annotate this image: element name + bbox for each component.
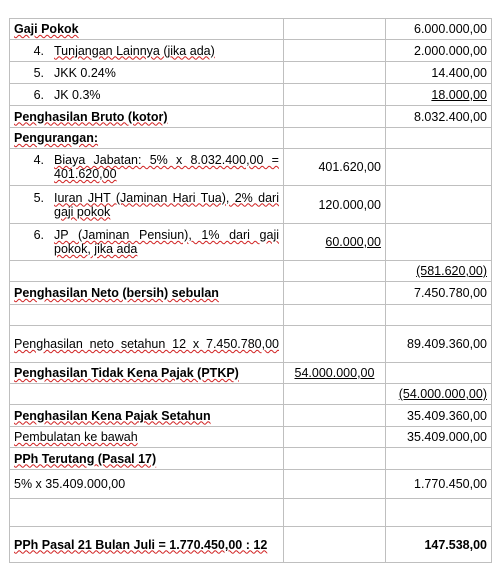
row-col2 (284, 19, 386, 40)
row-col3: 7.450.780,00 (386, 282, 492, 305)
row-label: Penghasilan Kena Pajak Setahun (10, 405, 284, 427)
row-col2 (284, 128, 386, 149)
row-label (10, 261, 284, 282)
row-col3: 2.000.000,00 (386, 40, 492, 62)
table-row (10, 224, 492, 261)
row-col2 (284, 261, 386, 282)
row-label: 4. Biaya Jabatan: 5% x 8.032.400,00 = 401.620,00 (10, 149, 284, 186)
row-label (10, 305, 284, 326)
table-row (10, 470, 492, 499)
row-label: 6. JK 0.3% (10, 84, 284, 106)
row-col2 (284, 106, 386, 128)
row-label: Penghasilan neto setahun 12 x 7.450.780,00 (10, 326, 284, 363)
table-row (10, 527, 492, 563)
row-label: Penghasilan Bruto (kotor) (10, 106, 284, 128)
table-row (10, 128, 492, 149)
row-col3: (54.000.000,00) (386, 384, 492, 405)
row-col2 (284, 282, 386, 305)
table-row (10, 186, 492, 224)
row-label: 5. JKK 0.24% (10, 62, 284, 84)
row-col3 (386, 149, 492, 186)
row-label: 5. Iuran JHT (Jaminan Hari Tua), 2% dari gaji pokok (10, 186, 284, 224)
table-row (10, 261, 492, 282)
row-col3: 35.409.000,00 (386, 427, 492, 448)
table-row (10, 40, 492, 62)
table-row (10, 499, 492, 527)
table-row (10, 405, 492, 427)
table-row (10, 106, 492, 128)
row-col2 (284, 470, 386, 499)
table-row (10, 326, 492, 363)
row-col2 (284, 305, 386, 326)
row-label: 4. Tunjangan Lainnya (jika ada) (10, 40, 284, 62)
row-col2 (284, 40, 386, 62)
table-row (10, 448, 492, 470)
row-col3: (581.620,00) (386, 261, 492, 282)
row-col2 (284, 527, 386, 563)
row-col2 (284, 448, 386, 470)
row-label (10, 384, 284, 405)
row-label: PPh Pasal 21 Bulan Juli = 1.770.450,00 : 12 (10, 527, 284, 563)
row-label: 5% x 35.409.000,00 (10, 470, 284, 499)
row-label: Penghasilan Neto (bersih) sebulan (10, 282, 284, 305)
table-row (10, 363, 492, 384)
row-label: 6. JP (Jaminan Pensiun), 1% dari gaji pokok, jika ada (10, 224, 284, 261)
row-col2 (284, 84, 386, 106)
row-col2: 401.620,00 (284, 149, 386, 186)
row-col3 (386, 305, 492, 326)
row-col3 (386, 224, 492, 261)
row-label: Pembulatan ke bawah (10, 427, 284, 448)
row-label: Penghasilan Tidak Kena Pajak (PTKP) (10, 363, 284, 384)
row-label: Gaji Pokok (10, 19, 284, 40)
row-col3: 18.000,00 (386, 84, 492, 106)
row-col3 (386, 363, 492, 384)
row-label (10, 499, 284, 527)
row-col2 (284, 499, 386, 527)
row-col2 (284, 405, 386, 427)
tax-calculation-table (9, 18, 492, 563)
row-col3 (386, 128, 492, 149)
table-row (10, 427, 492, 448)
row-col3: 147.538,00 (386, 527, 492, 563)
table-row (10, 305, 492, 326)
row-col2 (284, 326, 386, 363)
row-col2 (284, 427, 386, 448)
row-col3 (386, 448, 492, 470)
row-col2: 54.000.000,00 (284, 363, 386, 384)
row-col3: 14.400,00 (386, 62, 492, 84)
row-col3: 1.770.450,00 (386, 470, 492, 499)
table-row (10, 62, 492, 84)
row-col2: 60.000,00 (284, 224, 386, 261)
row-col2 (284, 384, 386, 405)
row-col3 (386, 499, 492, 527)
row-label: Pengurangan: (10, 128, 284, 149)
table-row (10, 384, 492, 405)
row-label: PPh Terutang (Pasal 17) (10, 448, 284, 470)
table-row (10, 84, 492, 106)
row-col3: 89.409.360,00 (386, 326, 492, 363)
row-col2 (284, 62, 386, 84)
row-col3 (386, 186, 492, 224)
table-row (10, 282, 492, 305)
table-row (10, 149, 492, 186)
table-row (10, 19, 492, 40)
row-col3: 35.409.360,00 (386, 405, 492, 427)
row-col3: 8.032.400,00 (386, 106, 492, 128)
row-col3: 6.000.000,00 (386, 19, 492, 40)
row-col2: 120.000,00 (284, 186, 386, 224)
